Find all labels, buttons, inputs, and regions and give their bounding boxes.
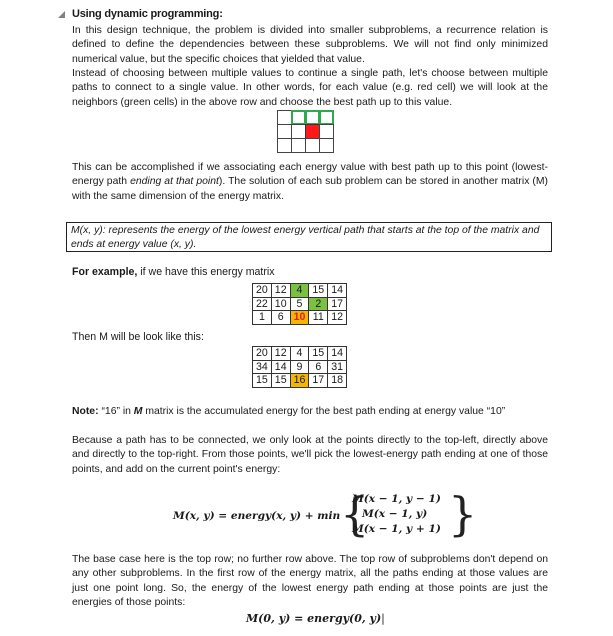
collapse-triangle-icon[interactable] bbox=[58, 11, 65, 18]
right-brace: } bbox=[448, 487, 478, 541]
grid-cell bbox=[319, 138, 334, 153]
example-label: For example, bbox=[72, 266, 138, 278]
matrix-cell: 6 bbox=[309, 360, 328, 374]
case-top-right: M(x − 1, y + 1) bbox=[352, 523, 441, 535]
example-line bbox=[72, 266, 275, 278]
recurrence-formula-lhs: M(x, y) = energy(x, y) + min bbox=[173, 510, 341, 522]
matrix-cell: 15 bbox=[253, 374, 272, 388]
definition-box bbox=[66, 222, 552, 252]
definition-text: M(x, y): represents the energy of the lowest energy vertical path that starts at the top of the matrix and ends at energy value (x, y). bbox=[71, 225, 540, 250]
matrix-row bbox=[253, 311, 347, 325]
matrix-cell: 34 bbox=[253, 360, 272, 374]
case-top-left: M(x − 1, y − 1) bbox=[352, 493, 441, 505]
matrix-cell: 11 bbox=[309, 311, 328, 325]
matrix-cell: 12 bbox=[271, 347, 290, 361]
paragraph-intro: In this design technique, the problem is divided into smaller subproblems, a recurrence relation is defined to define the dependencies between these subproblems. We will not find only minimized numerical value, but the specific choices that yielded that value. bbox=[72, 25, 548, 65]
example-text: if we have this energy matrix bbox=[137, 266, 275, 278]
matrix-cell: 5 bbox=[290, 297, 309, 311]
matrix-cell: 14 bbox=[271, 360, 290, 374]
matrix-row bbox=[253, 374, 347, 388]
matrix-cell: 18 bbox=[328, 374, 347, 388]
base-case-formula: M(0, y) = energy(0, y)| bbox=[246, 612, 385, 625]
energy-matrix bbox=[252, 283, 347, 325]
grid-cell bbox=[277, 110, 292, 125]
case-above: M(x − 1, y) bbox=[362, 508, 428, 520]
matrix-cell: 14 bbox=[328, 347, 347, 361]
matrix-cell: 6 bbox=[271, 311, 290, 325]
matrix-cell: 10 bbox=[290, 311, 309, 325]
grid-cell bbox=[291, 138, 306, 153]
note-line bbox=[72, 406, 505, 417]
matrix-row bbox=[253, 347, 347, 361]
matrix-cell: 20 bbox=[253, 284, 272, 298]
paragraph-connected: Because a path has to be connected, we only look at the points directly to the top-left, directly above and directly to the top-right. From those points, we'll pick the lowest-energy path ending at one of those points, and add on the current point's energy: bbox=[72, 435, 548, 475]
grid-cell bbox=[305, 138, 320, 153]
note-matrix-name: M bbox=[133, 406, 143, 417]
paragraph-paths: Instead of choosing between multiple values to continue a single path, let's choose between multiple paths to connect to a single value. In other words, for each value (e.g. red cell) we will look at the neighbors (green cells) in the above row and choose the best path up to this value. bbox=[72, 68, 548, 108]
paragraph-dp-storage bbox=[72, 161, 548, 204]
grid-cell bbox=[277, 124, 292, 139]
left-brace: { bbox=[340, 487, 370, 541]
matrix-row bbox=[253, 297, 347, 311]
matrix-cell: 4 bbox=[290, 284, 309, 298]
grid-cell bbox=[291, 124, 306, 139]
matrix-cell: 22 bbox=[253, 297, 272, 311]
matrix-cell: 31 bbox=[328, 360, 347, 374]
matrix-cell: 2 bbox=[309, 297, 328, 311]
matrix-cell: 20 bbox=[253, 347, 272, 361]
recurrence-cases bbox=[352, 492, 441, 537]
grid-cell-green bbox=[305, 110, 320, 125]
text-span: This can be accomplished if we associating each energy value with best path up to this point (lowest-energy path bbox=[72, 162, 548, 188]
matrix-cell: 14 bbox=[328, 284, 347, 298]
grid-cell-green bbox=[319, 110, 334, 125]
matrix-cell: 9 bbox=[290, 360, 309, 374]
note-label: Note: bbox=[72, 406, 99, 417]
grid-cell-green bbox=[291, 110, 306, 125]
text-span: ). The solution of each sub problem can be stored in another matrix (M) with the same dimension of the energy matrix. bbox=[72, 176, 548, 202]
neighbor-grid-illustration bbox=[278, 111, 334, 153]
grid-cell bbox=[319, 124, 334, 139]
paragraph-base-case: The base case here is the top row; no further row above. The top row of subproblems don't depend on any other subproblems. In the first row of the energy matrix, all the paths ending at those values are just one point long. So, the energy of the lowest energy path ending at those points are just the energies of those points: bbox=[72, 554, 548, 608]
matrix-cell: 17 bbox=[309, 374, 328, 388]
grid-cell-red bbox=[305, 124, 320, 139]
grid-cell bbox=[277, 138, 292, 153]
note-text: matrix is the accumulated energy for the best path ending at energy value “10” bbox=[142, 406, 506, 417]
note-text: “16” in bbox=[98, 406, 134, 417]
matrix-cell: 15 bbox=[309, 347, 328, 361]
matrix-row bbox=[253, 284, 347, 298]
section-heading: Using dynamic programming: bbox=[72, 8, 223, 20]
matrix-cell: 12 bbox=[328, 311, 347, 325]
matrix-cell: 4 bbox=[290, 347, 309, 361]
then-text: Then M will be look like this: bbox=[72, 331, 204, 343]
m-matrix bbox=[252, 346, 347, 388]
matrix-cell: 16 bbox=[290, 374, 309, 388]
matrix-cell: 15 bbox=[271, 374, 290, 388]
matrix-cell: 1 bbox=[253, 311, 272, 325]
matrix-cell: 12 bbox=[271, 284, 290, 298]
matrix-row bbox=[253, 360, 347, 374]
matrix-cell: 15 bbox=[309, 284, 328, 298]
base-formula-text: M(0, y) = energy(0, y) bbox=[246, 612, 382, 625]
matrix-cell: 17 bbox=[328, 297, 347, 311]
matrix-cell: 10 bbox=[271, 297, 290, 311]
text-italic: ending at that point bbox=[130, 176, 219, 188]
